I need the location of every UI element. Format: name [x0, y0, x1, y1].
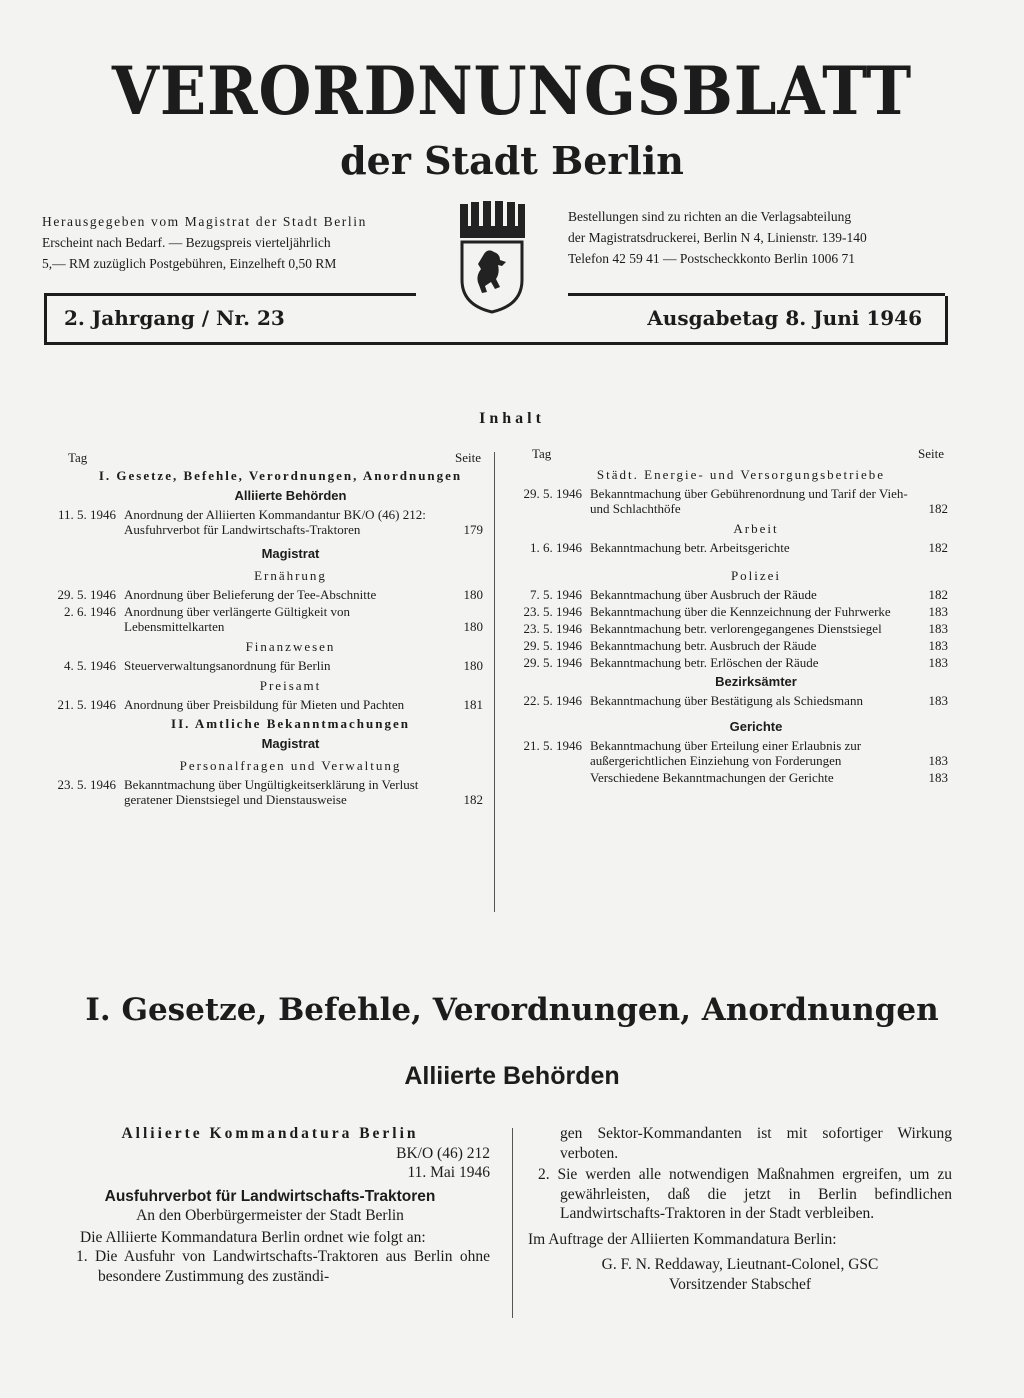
toc-date: 4. 5. 1946: [64, 658, 116, 673]
toc-heading: Gerichte: [729, 719, 783, 734]
toc-page: 182: [928, 587, 948, 602]
toc-entry: [504, 587, 948, 602]
toc-right-column: [504, 446, 948, 785]
section-subheading: Alliierte Behörden: [404, 1062, 620, 1090]
toc-title: Inhalt: [479, 410, 545, 427]
toc-date: 22. 5. 1946: [523, 693, 582, 708]
toc-text: Anordnung der Alliierten Kommandantur BK/O (46) 212: Ausfuhrverbot für Landwirtschafts-Traktoren: [124, 507, 426, 537]
toc-page: 183: [928, 604, 948, 619]
toc-page: 183: [928, 655, 948, 670]
order-item-1: 1. Die Ausfuhr von Landwirtschafts-Traktoren aus Berlin ohne besondere Zustimmung des zuständi-: [76, 1248, 490, 1285]
toc-heading: Städt. Energie- und Versorgungsbetriebe: [596, 467, 886, 482]
toc-date: 29. 5. 1946: [523, 655, 582, 670]
toc-page: 183: [928, 693, 948, 708]
toc-heading: Alliierte Behörden: [234, 488, 347, 503]
toc-page: 180: [463, 658, 483, 673]
order-left-column: [50, 1124, 490, 1286]
toc-entry: [504, 738, 948, 768]
order-item-2: 2. Sie werden alle notwendigen Maßnahmen ergreifen, um zu gewährleisten, daß die jetzt in Berlin befindlichen Landwirtschafts-Traktoren in der Stadt verbleiben.: [538, 1166, 952, 1222]
toc-entry: [38, 604, 483, 634]
toc-page: 180: [463, 619, 483, 634]
order-right-column: [528, 1124, 952, 1294]
toc-page: 182: [928, 501, 948, 516]
toc-entry: [504, 604, 948, 619]
section-heading: I. Gesetze, Befehle, Verordnungen, Anordnungen: [85, 992, 939, 1028]
toc-text: Anordnung über verlängerte Gültigkeit von Lebensmittelkarten: [124, 604, 350, 634]
toc-date: 21. 5. 1946: [523, 738, 582, 753]
toc-date: 23. 5. 1946: [57, 777, 116, 792]
toc-text: Bekanntmachung über Erteilung einer Erlaubnis zur außergerichtlichen Einziehung von Forderungen: [590, 738, 862, 768]
toc-date: 7. 5. 1946: [530, 587, 582, 602]
toc-entry: [504, 486, 948, 516]
toc-page: 183: [928, 621, 948, 636]
column-divider: [512, 1128, 513, 1318]
order-addressee: An den Oberbürgermeister der Stadt Berlin: [136, 1207, 404, 1224]
toc-entry: [504, 621, 948, 636]
toc-page: 182: [463, 792, 483, 807]
order-line-3: Telefon 42 59 41 — Postscheckkonto Berlin 1006 71: [568, 251, 856, 266]
toc-entry: [38, 507, 483, 537]
publisher-line-1: Herausgegeben vom Magistrat der Stadt Berlin: [42, 214, 367, 229]
publisher-line-2: Erscheint nach Bedarf. — Bezugspreis vierteljährlich: [42, 235, 331, 250]
toc-page: 180: [463, 587, 483, 602]
order-item-1-cont: gen Sektor-Kommandanten ist mit sofortiger Wirkung verboten.: [560, 1125, 952, 1162]
toc-col-day: Tag: [68, 450, 88, 465]
order-info: [568, 206, 958, 269]
masthead-title: VERORDNUNGSBLATT: [111, 52, 913, 130]
toc-text: Bekanntmachung betr. Erlöschen der Räude: [590, 655, 819, 670]
toc-heading: Personalfragen und Verwaltung: [179, 758, 402, 773]
toc-page: 181: [463, 697, 483, 712]
issue-number: 2. Jahrgang / Nr. 23: [64, 306, 285, 330]
toc-text: Bekanntmachung über die Kennzeichnung der Fuhrwerke: [590, 604, 891, 619]
toc-heading: Preisamt: [259, 678, 322, 693]
toc-text: Verschiedene Bekanntmachungen der Gerichte: [590, 770, 834, 785]
toc-section: II. Amtliche Bekanntmachungen: [171, 716, 410, 731]
toc-entry: [504, 638, 948, 653]
toc-text: Bekanntmachung über Bestätigung als Schiedsmann: [590, 693, 863, 708]
toc-section: I. Gesetze, Befehle, Verordnungen, Anordnungen: [98, 468, 463, 483]
toc-text: Bekanntmachung über Ungültigkeitserklärung in Verlust geratener Dienstsiegel und Dienstausweise: [124, 777, 419, 807]
order-line-2: der Magistratsdruckerei, Berlin N 4, Linienstr. 139-140: [568, 230, 867, 245]
order-date: 11. Mai 1946: [407, 1164, 490, 1181]
toc-page: 182: [928, 540, 948, 555]
order-signer-role: Vorsitzender Stabschef: [668, 1275, 812, 1293]
toc-date: 29. 5. 1946: [523, 486, 582, 501]
toc-heading: Magistrat: [261, 546, 320, 561]
toc-text: Anordnung über Preisbildung für Mieten und Pachten: [124, 697, 405, 712]
issue-date: Ausgabetag 8. Juni 1946: [647, 306, 922, 330]
order-intro: Die Alliierte Kommandatura Berlin ordnet wie folgt an:: [80, 1228, 426, 1246]
toc-entry: [38, 777, 483, 807]
toc-col-page: Seite: [918, 446, 944, 461]
toc-date: 21. 5. 1946: [57, 697, 116, 712]
publisher-info: [42, 211, 422, 274]
toc-entry: [38, 587, 483, 602]
toc-entry: [504, 540, 948, 555]
toc-page: 183: [928, 770, 948, 785]
toc-date: 29. 5. 1946: [57, 587, 116, 602]
order-reference: BK/O (46) 212: [396, 1144, 490, 1162]
toc-date: 2. 6. 1946: [64, 604, 116, 619]
toc-entry: [38, 697, 483, 712]
toc-text: Bekanntmachung betr. Arbeitsgerichte: [590, 540, 790, 555]
toc-divider: [494, 452, 495, 912]
order-line-1: Bestellungen sind zu richten an die Verlagsabteilung: [568, 209, 852, 224]
toc-entry: [504, 693, 948, 708]
toc-entry: [38, 658, 483, 673]
toc-date: 23. 5. 1946: [523, 621, 582, 636]
toc-date: 11. 5. 1946: [57, 507, 116, 522]
toc-heading: Arbeit: [733, 521, 779, 536]
toc-text: Steuerverwaltungsanordnung für Berlin: [124, 658, 331, 673]
toc-date: 23. 5. 1946: [523, 604, 582, 619]
toc-date: 1. 6. 1946: [530, 540, 582, 555]
toc-heading: Finanzwesen: [245, 639, 336, 654]
toc-heading: Ernährung: [254, 568, 327, 583]
order-mandate: Im Auftrage der Alliierten Kommandatura Berlin:: [528, 1230, 837, 1248]
toc-text: Anordnung über Belieferung der Tee-Abschnitte: [124, 587, 377, 602]
toc-text: Bekanntmachung über Gebührenordnung und Tarif der Vieh- und Schlachthöfe: [590, 486, 908, 516]
publisher-line-3: 5,— RM zuzüglich Postgebühren, Einzelheft 0,50 RM: [42, 256, 337, 271]
toc-page: 183: [928, 753, 948, 768]
toc-left-column: [38, 450, 483, 807]
toc-entry: [504, 655, 948, 670]
order-issuer: Alliierte Kommandatura Berlin: [121, 1125, 419, 1142]
toc-heading: Polizei: [730, 568, 782, 583]
toc-date: 29. 5. 1946: [523, 638, 582, 653]
toc-col-page: Seite: [455, 450, 481, 465]
toc-col-day: Tag: [532, 446, 552, 461]
toc-text: Bekanntmachung über Ausbruch der Räude: [590, 587, 817, 602]
toc-entry: [504, 770, 948, 785]
toc-page: 183: [928, 638, 948, 653]
order-title: Ausfuhrverbot für Landwirtschafts-Traktoren: [104, 1187, 436, 1205]
toc-heading: Magistrat: [261, 736, 320, 751]
masthead-subtitle: der Stadt Berlin: [340, 138, 684, 183]
toc-page: 179: [463, 522, 483, 537]
toc-heading: Bezirksämter: [715, 674, 797, 689]
order-signer: G. F. N. Reddaway, Lieutnant-Colonel, GSC: [601, 1256, 879, 1273]
toc-text: Bekanntmachung betr. Ausbruch der Räude: [590, 638, 817, 653]
toc-text: Bekanntmachung betr. verlorengegangenes Dienstsiegel: [590, 621, 882, 636]
